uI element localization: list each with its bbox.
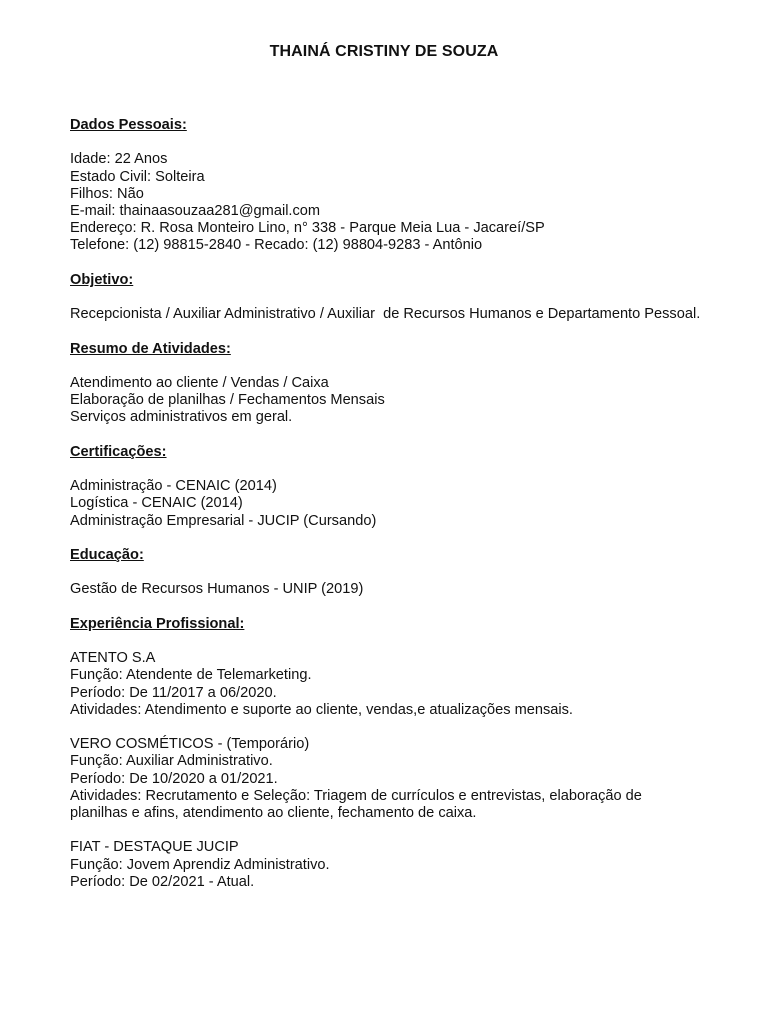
activity-item: Serviços administrativos em geral.	[70, 409, 293, 426]
info-phone: Telefone: (12) 98815-2840 - Recado: (12) 98804-9283 - Antônio	[70, 237, 483, 254]
job-role: Função: Jovem Aprendiz Administrativo.	[70, 856, 330, 873]
job-company: VERO COSMÉTICOS - (Temporário)	[70, 736, 310, 753]
page-title: THAINÁ CRISTINY DE SOUZA	[269, 43, 499, 60]
job-role: Função: Auxiliar Administrativo.	[70, 753, 273, 770]
job-role: Função: Atendente de Telemarketing.	[70, 667, 312, 684]
job-period: Período: De 11/2017 a 06/2020.	[70, 684, 277, 701]
job-entry	[70, 650, 710, 719]
resume-content	[70, 117, 710, 891]
info-email: E-mail: thainaasouzaa281@gmail.com	[70, 203, 321, 219]
section-heading-experiencia: Experiência Profissional:	[70, 615, 245, 632]
job-company: FIAT - DESTAQUE JUCIP	[70, 839, 239, 856]
job-company: ATENTO S.A	[70, 650, 156, 667]
job-activities: Atividades: Recrutamento e Seleção: Triagem de currículos e entrevistas, elaboração de planilhas e afins, atendimento ao cliente, fechamento de caixa.	[70, 787, 642, 821]
certification-item: Logística - CENAIC (2014)	[70, 495, 243, 512]
section-heading-certificacoes: Certificações:	[70, 443, 167, 460]
activity-item: Atendimento ao cliente / Vendas / Caixa	[70, 374, 329, 391]
section-heading-educacao: Educação:	[70, 546, 144, 563]
activity-item: Elaboração de planilhas / Fechamentos Mensais	[70, 392, 385, 409]
certification-item: Administração Empresarial - JUCIP (Cursando)	[70, 512, 377, 529]
section-heading-dados-pessoais: Dados Pessoais:	[70, 117, 187, 133]
job-activities: Atividades: Atendimento e suporte ao cliente, vendas,e atualizações mensais.	[70, 701, 573, 718]
info-address: Endereço: R. Rosa Monteiro Lino, n° 338 - Parque Meia Lua - Jacareí/SP	[70, 220, 545, 237]
section-heading-objetivo: Objetivo:	[70, 271, 134, 288]
job-period: Período: De 10/2020 a 01/2021.	[70, 770, 278, 787]
info-marital-status: Estado Civil: Solteira	[70, 168, 205, 185]
objective-text: Recepcionista / Auxiliar Administrativo / Auxiliar de Recursos Humanos e Departamento Pessoal.	[70, 306, 701, 323]
info-age: Idade: 22 Anos	[70, 151, 168, 168]
section-heading-resumo: Resumo de Atividades:	[70, 340, 231, 357]
education-item: Gestão de Recursos Humanos - UNIP (2019)	[70, 581, 364, 598]
job-period: Período: De 02/2021 - Atual.	[70, 873, 255, 890]
certification-item: Administração - CENAIC (2014)	[70, 478, 277, 495]
job-entry	[70, 839, 710, 891]
job-entry	[70, 736, 710, 822]
info-children: Filhos: Não	[70, 185, 144, 202]
